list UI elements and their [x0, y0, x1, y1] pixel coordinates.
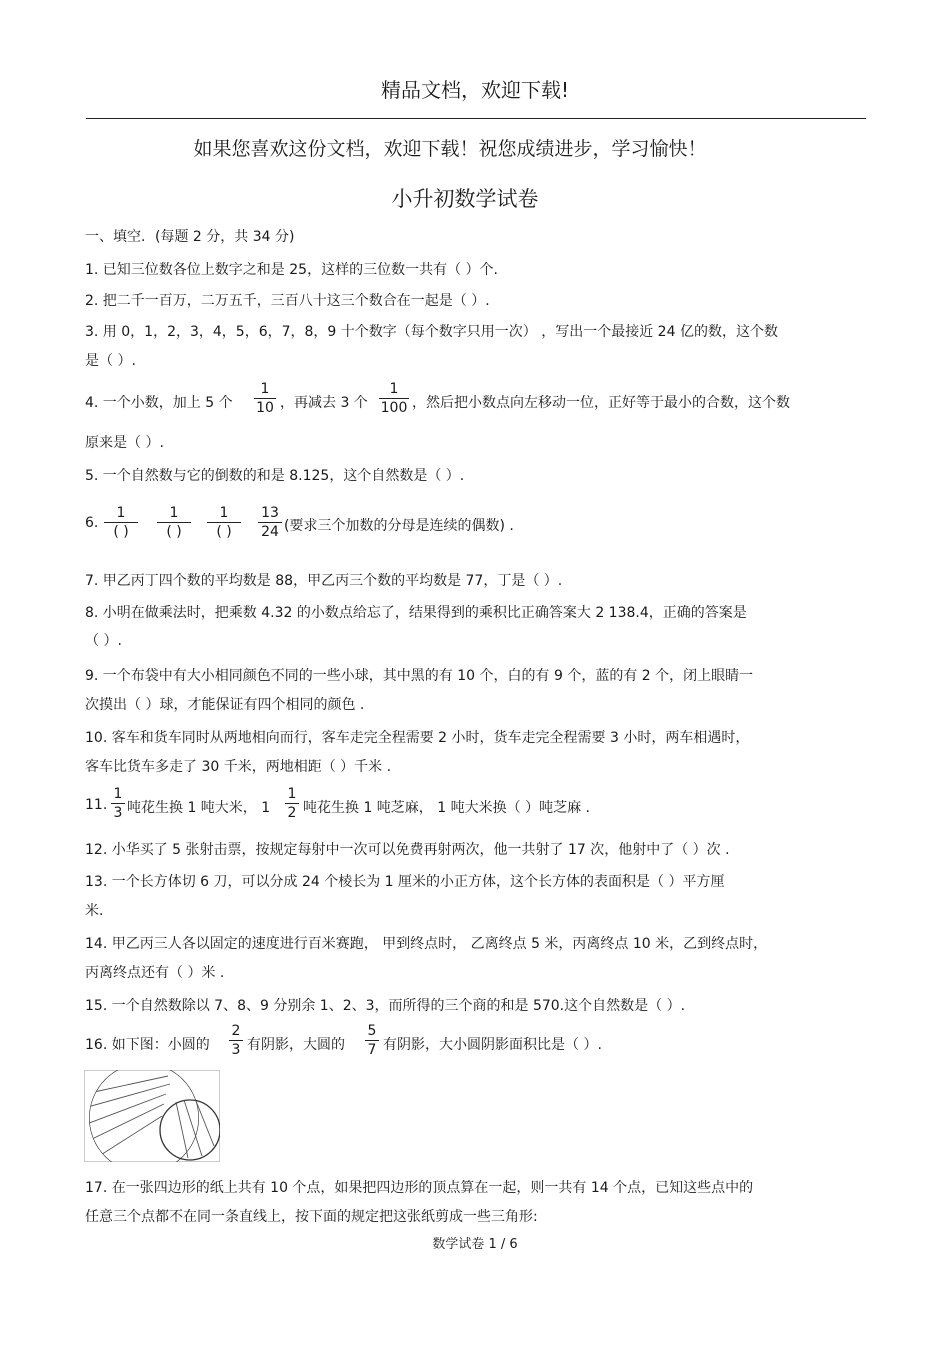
- question-16-part-b: 有阴影，大圆的: [247, 1037, 345, 1053]
- question-12: 12. 小华买了 5 张射击票，按规定每射中一次可以免费再射两次，他一共射了 17 次，他射中了（ ）次 .: [85, 842, 730, 858]
- page-header: 精品文档，欢迎下载!: [380, 78, 570, 102]
- question-16-fraction-1: [229, 1022, 243, 1059]
- question-3-line-2: 是（ ）.: [85, 353, 136, 369]
- section-heading: 一、填空．(每题 2 分，共 34 分): [85, 229, 295, 245]
- fraction-denominator: ( ): [166, 524, 182, 540]
- question-16-part-a: 16. 如下图：小圆的: [85, 1037, 210, 1053]
- question-6-label: 6.: [85, 515, 99, 531]
- question-14-line-1: 14. 甲乙丙三人各以固定的速度进行百米赛跑， 甲到终点时， 乙离终点 5 米，丙离终点 10 米，乙到终点时，: [85, 936, 768, 952]
- question-17-line-2: 任意三个点都不在同一条直线上，按下面的规定把这张纸剪成一些三角形:: [85, 1209, 538, 1225]
- fraction-denominator: 2: [287, 805, 297, 821]
- question-16-fraction-2: [365, 1022, 379, 1059]
- question-8-line-1: 8. 小明在做乘法时，把乘数 4.32 的小数点给忘了，结果得到的乘积比正确答案大 2 138.4，正确的答案是: [85, 605, 747, 621]
- fraction-numerator: 5: [367, 1023, 377, 1039]
- fraction-numerator: 1: [113, 786, 123, 802]
- exam-title: 小升初数学试卷: [391, 187, 539, 211]
- question-6-fraction-3: [207, 504, 241, 541]
- fraction-numerator: 1: [389, 381, 399, 397]
- question-3-line-1: 3. 用 0，1，2，3，4，5，6，7，8，9 十个数字（每个数字只用一次） ，写出一个最接近 24 亿的数，这个数: [85, 324, 778, 340]
- fraction-numerator: 1: [260, 381, 270, 397]
- question-2: 2. 把二千一百万，二万五千，三百八十这三个数合在一起是（ ）.: [85, 293, 490, 309]
- question-14-line-2: 丙离终点还有（ ）米 .: [85, 965, 225, 981]
- question-15: 15. 一个自然数除以 7、8、9 分别余 1、2、3，而所得的三个商的和是 570.这个自然数是（ ）.: [85, 998, 686, 1014]
- fraction-denominator: 24: [261, 524, 279, 540]
- question-11-fraction-2: [285, 785, 299, 822]
- question-8-line-2: （ ）.: [85, 633, 122, 649]
- question-6-note: (要求三个加数的分母是连续的偶数) .: [284, 518, 514, 534]
- greeting-line: 如果您喜欢这份文档，欢迎下载！祝您成绩进步，学习愉快！: [193, 138, 707, 160]
- question-4-fraction-1: [254, 380, 276, 417]
- question-17-line-1: 17. 在一张四边形的纸上共有 10 个点，如果把四边形的顶点算在一起，则一共有 14 个点，已知这些点中的: [85, 1180, 754, 1196]
- fraction-numerator: 13: [261, 505, 279, 521]
- question-1: 1. 已知三位数各位上数字之和是 25，这样的三位数一共有（ ）个.: [85, 262, 498, 278]
- question-6-fraction-2: [157, 504, 191, 541]
- fraction-numerator: 1: [287, 786, 297, 802]
- fraction-numerator: 1: [219, 505, 229, 521]
- question-9-line-2: 次摸出（ ）球，才能保证有四个相同的颜色 .: [85, 697, 365, 713]
- question-7: 7. 甲乙丙丁四个数的平均数是 88，甲乙丙三个数的平均数是 77，丁是（ ）.: [85, 573, 563, 589]
- page-footer: 数学试卷 1 / 6: [432, 1237, 518, 1252]
- question-11-label: 11.: [85, 797, 108, 813]
- question-6-fraction-1: [104, 504, 138, 541]
- question-11-fraction-1: [111, 785, 125, 822]
- question-11-part-c: 吨花生换 1 吨芝麻， 1 吨大米换（ ）吨芝麻 .: [303, 800, 590, 816]
- question-11-part-b: 吨花生换 1 吨大米， 1: [127, 800, 271, 816]
- fraction-denominator: 100: [380, 400, 408, 416]
- fraction-denominator: 3: [113, 805, 123, 821]
- fraction-denominator: ( ): [113, 524, 129, 540]
- fraction-denominator: 7: [367, 1042, 377, 1058]
- question-4-line-2: 原来是（ ）.: [85, 435, 164, 451]
- circles-figure: [84, 1070, 220, 1162]
- question-10-line-2: 客车比货车多走了 30 千米，两地相距（ ）千米 .: [85, 759, 392, 775]
- fraction-denominator: 10: [256, 400, 274, 416]
- question-16-part-c: 有阴影，大小圆阴影面积比是（ ）.: [383, 1037, 602, 1053]
- fraction-numerator: 1: [116, 505, 126, 521]
- question-10-line-1: 10. 客车和货车同时从两地相向而行，客车走完全程需要 2 小时，货车走完全程需要 3 小时，两车相遇时，: [85, 730, 750, 746]
- question-4-part-b: ，再减去 3 个: [280, 395, 368, 411]
- question-4-part-c: ，然后把小数点向左移动一位，正好等于最小的合数，这个数: [412, 395, 790, 411]
- fraction-numerator: 1: [169, 505, 179, 521]
- question-13-line-1: 13. 一个长方体切 6 刀，可以分成 24 个棱长为 1 厘米的小正方体，这个长方体的表面积是（ ）平方厘: [85, 874, 725, 890]
- question-13-line-2: 米.: [85, 903, 104, 919]
- question-5: 5. 一个自然数与它的倒数的和是 8.125，这个自然数是（ ）.: [85, 468, 465, 484]
- question-9-line-1: 9. 一个布袋中有大小相同颜色不同的一些小球，其中黑的有 10 个，白的有 9 个，蓝的有 2 个，闭上眼睛一: [85, 668, 754, 684]
- question-4-part-a: 4. 一个小数，加上 5 个: [85, 395, 233, 411]
- header-divider: [86, 118, 866, 119]
- fraction-denominator: 3: [231, 1042, 241, 1058]
- question-4-fraction-2: [379, 380, 409, 417]
- question-6-fraction-4: [258, 504, 282, 541]
- fraction-numerator: 2: [231, 1023, 241, 1039]
- fraction-denominator: ( ): [216, 524, 232, 540]
